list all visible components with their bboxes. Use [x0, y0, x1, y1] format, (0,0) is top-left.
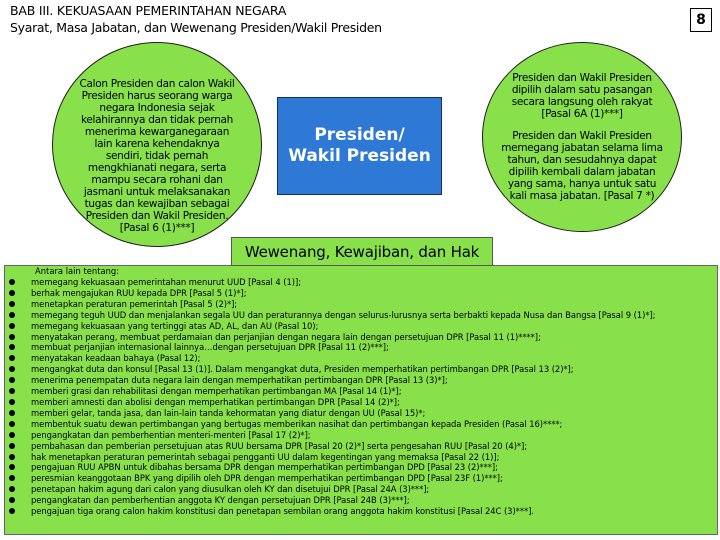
list-item-text: membentuk suatu dewan pertimbangan yang bertugas memberikan nasihat dan pertimbangan kepada Presiden (Pasal 16)****;: [31, 418, 563, 429]
list-item: [5, 353, 655, 364]
bullet-icon: [9, 421, 15, 427]
bullet-icon: [9, 377, 15, 383]
list-item: [5, 288, 655, 299]
list-item-text: memegang kekuasaan pemerintahan menurut UUD [Pasal 4 (1)];: [31, 277, 301, 287]
list-item: [5, 473, 655, 484]
bullet-icon: [9, 323, 15, 329]
list-item-text: pembahasan dan pemberian persetujuan atas RUU bersama DPR [Pasal 20 (2)*] serta pengesahan RUU [Pasal 20 (4)*];: [31, 440, 528, 451]
bullet-icon: [9, 475, 15, 481]
bullet-icon: [9, 366, 15, 372]
bullet-icon: [9, 301, 15, 307]
list-item-text: membuat perjanjian internasional lainnya…dengan persetujuan DPR [Pasal 11 (2)***];: [31, 342, 389, 353]
list-item-text: mengangkat duta dan konsul [Pasal 13 (1)]. Dalam mengangkat duta, Presiden memperhatikan pertimbangan DPR [Pasal 13 (2)*];: [31, 364, 574, 375]
authority-list-box: [4, 265, 718, 535]
page-number: 8: [690, 8, 712, 32]
list-item-text: hak menetapkan peraturan pemerintah sebagai pengganti UU dalam kegentingan yang memaksa [Pasal 22 (1)];: [31, 451, 500, 462]
bullet-icon: [9, 290, 15, 296]
list-item-text: pengajuan RUU APBN untuk dibahas bersama DPR dengan memperhatikan pertimbangan DPD [Pasal 23 (2)***];: [31, 462, 498, 473]
election-text: Presiden dan Wakil Presiden dipilih dalam satu pasangan secara langsung oleh rakyat [Pasal 6A (1)***]: [511, 72, 653, 120]
bullet-icon: [9, 508, 15, 514]
authority-list: [5, 277, 655, 517]
list-item-text: pengajuan tiga orang calon hakim konstitusi dan penetapan sembilan orang anggota hakim konstitusi [Pasal 24C (3)***].: [31, 506, 534, 517]
list-item: [5, 506, 655, 517]
requirements-circle: [52, 42, 262, 247]
list-item: [5, 277, 655, 288]
list-item-text: pengangkatan dan pemberhentian anggota KY dengan persetujuan DPR [Pasal 24B (3)***];: [31, 495, 410, 506]
list-item: [5, 419, 655, 430]
requirements-text: Calon Presiden dan calon Wakil Presiden harus seorang warga negara Indonesia sejak kelahirannya dan tidak pernah menerima kewarganegaraan lain karena kehendaknya sendiri, tidak pernah mengkhianati negara, serta mampu secara rohani dan jasmani untuk melaksanakan tugas dan kewajiban sebagai Presiden dan Wakil Presiden. [Pasal 6 (1)***]: [79, 77, 235, 234]
list-item-text: peresmian keanggotaan BPK yang dipilih oleh DPR dengan memperhatikan pertimbangan DPD [Pasal 23F (1)***];: [31, 473, 503, 484]
list-item: [5, 386, 655, 397]
list-item-text: menyatakan keadaan bahaya (Pasal 12);: [31, 353, 201, 364]
list-item-text: penetapan hakim agung dari calon yang diusulkan oleh KY dan disetujui DPR [Pasal 24A (3)***];: [31, 484, 430, 495]
term-text: Presiden dan Wakil Presiden memegang jabatan selama lima tahun, dan sesudahnya dapat dipilih kembali dalam jabatan yang sama, hanya untuk satu kali masa jabatan. [Pasal 7 *): [501, 130, 663, 202]
chapter-title: BAB III. KEKUASAAN PEMERINTAHAN NEGARA: [10, 3, 287, 18]
list-item: [5, 441, 655, 452]
bullet-icon: [9, 497, 15, 503]
list-item: [5, 397, 655, 408]
list-item: [5, 321, 655, 332]
bullet-icon: [9, 410, 15, 416]
bullet-icon: [9, 454, 15, 460]
list-item: [5, 430, 655, 441]
bullet-icon: [9, 344, 15, 350]
list-item-text: menetapkan peraturan pemerintah [Pasal 5 (2)*];: [31, 298, 238, 309]
bullet-icon: [9, 312, 15, 318]
bullet-icon: [9, 355, 15, 361]
authority-intro: Antara lain tentang:: [35, 266, 120, 276]
list-item-text: menyatakan perang, membuat perdamaian dan perjanjian dengan negara lain dengan persetujuan DPR [Pasal 11 (1)****];: [31, 331, 541, 342]
list-item: [5, 452, 655, 463]
bullet-icon: [9, 486, 15, 492]
list-item: [5, 408, 655, 419]
list-item-text: memberi gelar, tanda jasa, dan lain-lain tanda kehormatan yang diatur dengan UU (Pasal 15)*;: [31, 407, 426, 418]
president-box: [277, 97, 442, 195]
president-box-line1: Presiden/: [314, 125, 405, 145]
list-item: [5, 299, 655, 310]
list-item: [5, 375, 655, 386]
bullet-icon: [9, 464, 15, 470]
list-item-text: memegang teguh UUD dan menjalankan segala UU dan peraturannya dengan selurus-lurusnya serta berbakti kepada Nusa dan Bangsa [Pasal 9 (1)*];: [31, 309, 656, 320]
term-circle: [482, 42, 682, 232]
list-item-text: pengangkatan dan pemberhentian menteri-menteri [Pasal 17 (2)*];: [31, 429, 311, 440]
list-item-text: memegang kekuasaan yang tertinggi atas AD, AL, dan AU (Pasal 10);: [31, 320, 319, 331]
bullet-icon: [9, 334, 15, 340]
list-item: [5, 484, 655, 495]
bullet-icon: [9, 388, 15, 394]
bullet-icon: [9, 399, 15, 405]
authority-section-title: Wewenang, Kewajiban, dan Hak: [231, 237, 493, 266]
list-item-text: menerima penempatan duta negara lain dengan memperhatikan pertimbangan DPR [Pasal 13 (3)*];: [31, 375, 448, 386]
list-item: [5, 364, 655, 375]
list-item-text: berhak mengajukan RUU kepada DPR [Pasal 5 (1)*];: [31, 287, 247, 298]
bullet-icon: [9, 279, 15, 285]
list-item: [5, 332, 655, 343]
list-item-text: memberi amnesti dan abolisi dengan memperhatikan pertimbangan DPR [Pasal 14 (2)*];: [31, 396, 400, 407]
bullet-icon: [9, 443, 15, 449]
list-item: [5, 462, 655, 473]
page-subtitle: Syarat, Masa Jabatan, dan Wewenang Presiden/Wakil Presiden: [10, 20, 382, 35]
list-item: [5, 495, 655, 506]
list-item: [5, 342, 655, 353]
list-item: [5, 310, 655, 321]
list-item-text: memberi grasi dan rehabilitasi dengan memperhatikan pertimbangan MA [Pasal 14 (1)*];: [31, 386, 402, 397]
bullet-icon: [9, 432, 15, 438]
president-box-line2: Wakil Presiden: [288, 146, 431, 166]
